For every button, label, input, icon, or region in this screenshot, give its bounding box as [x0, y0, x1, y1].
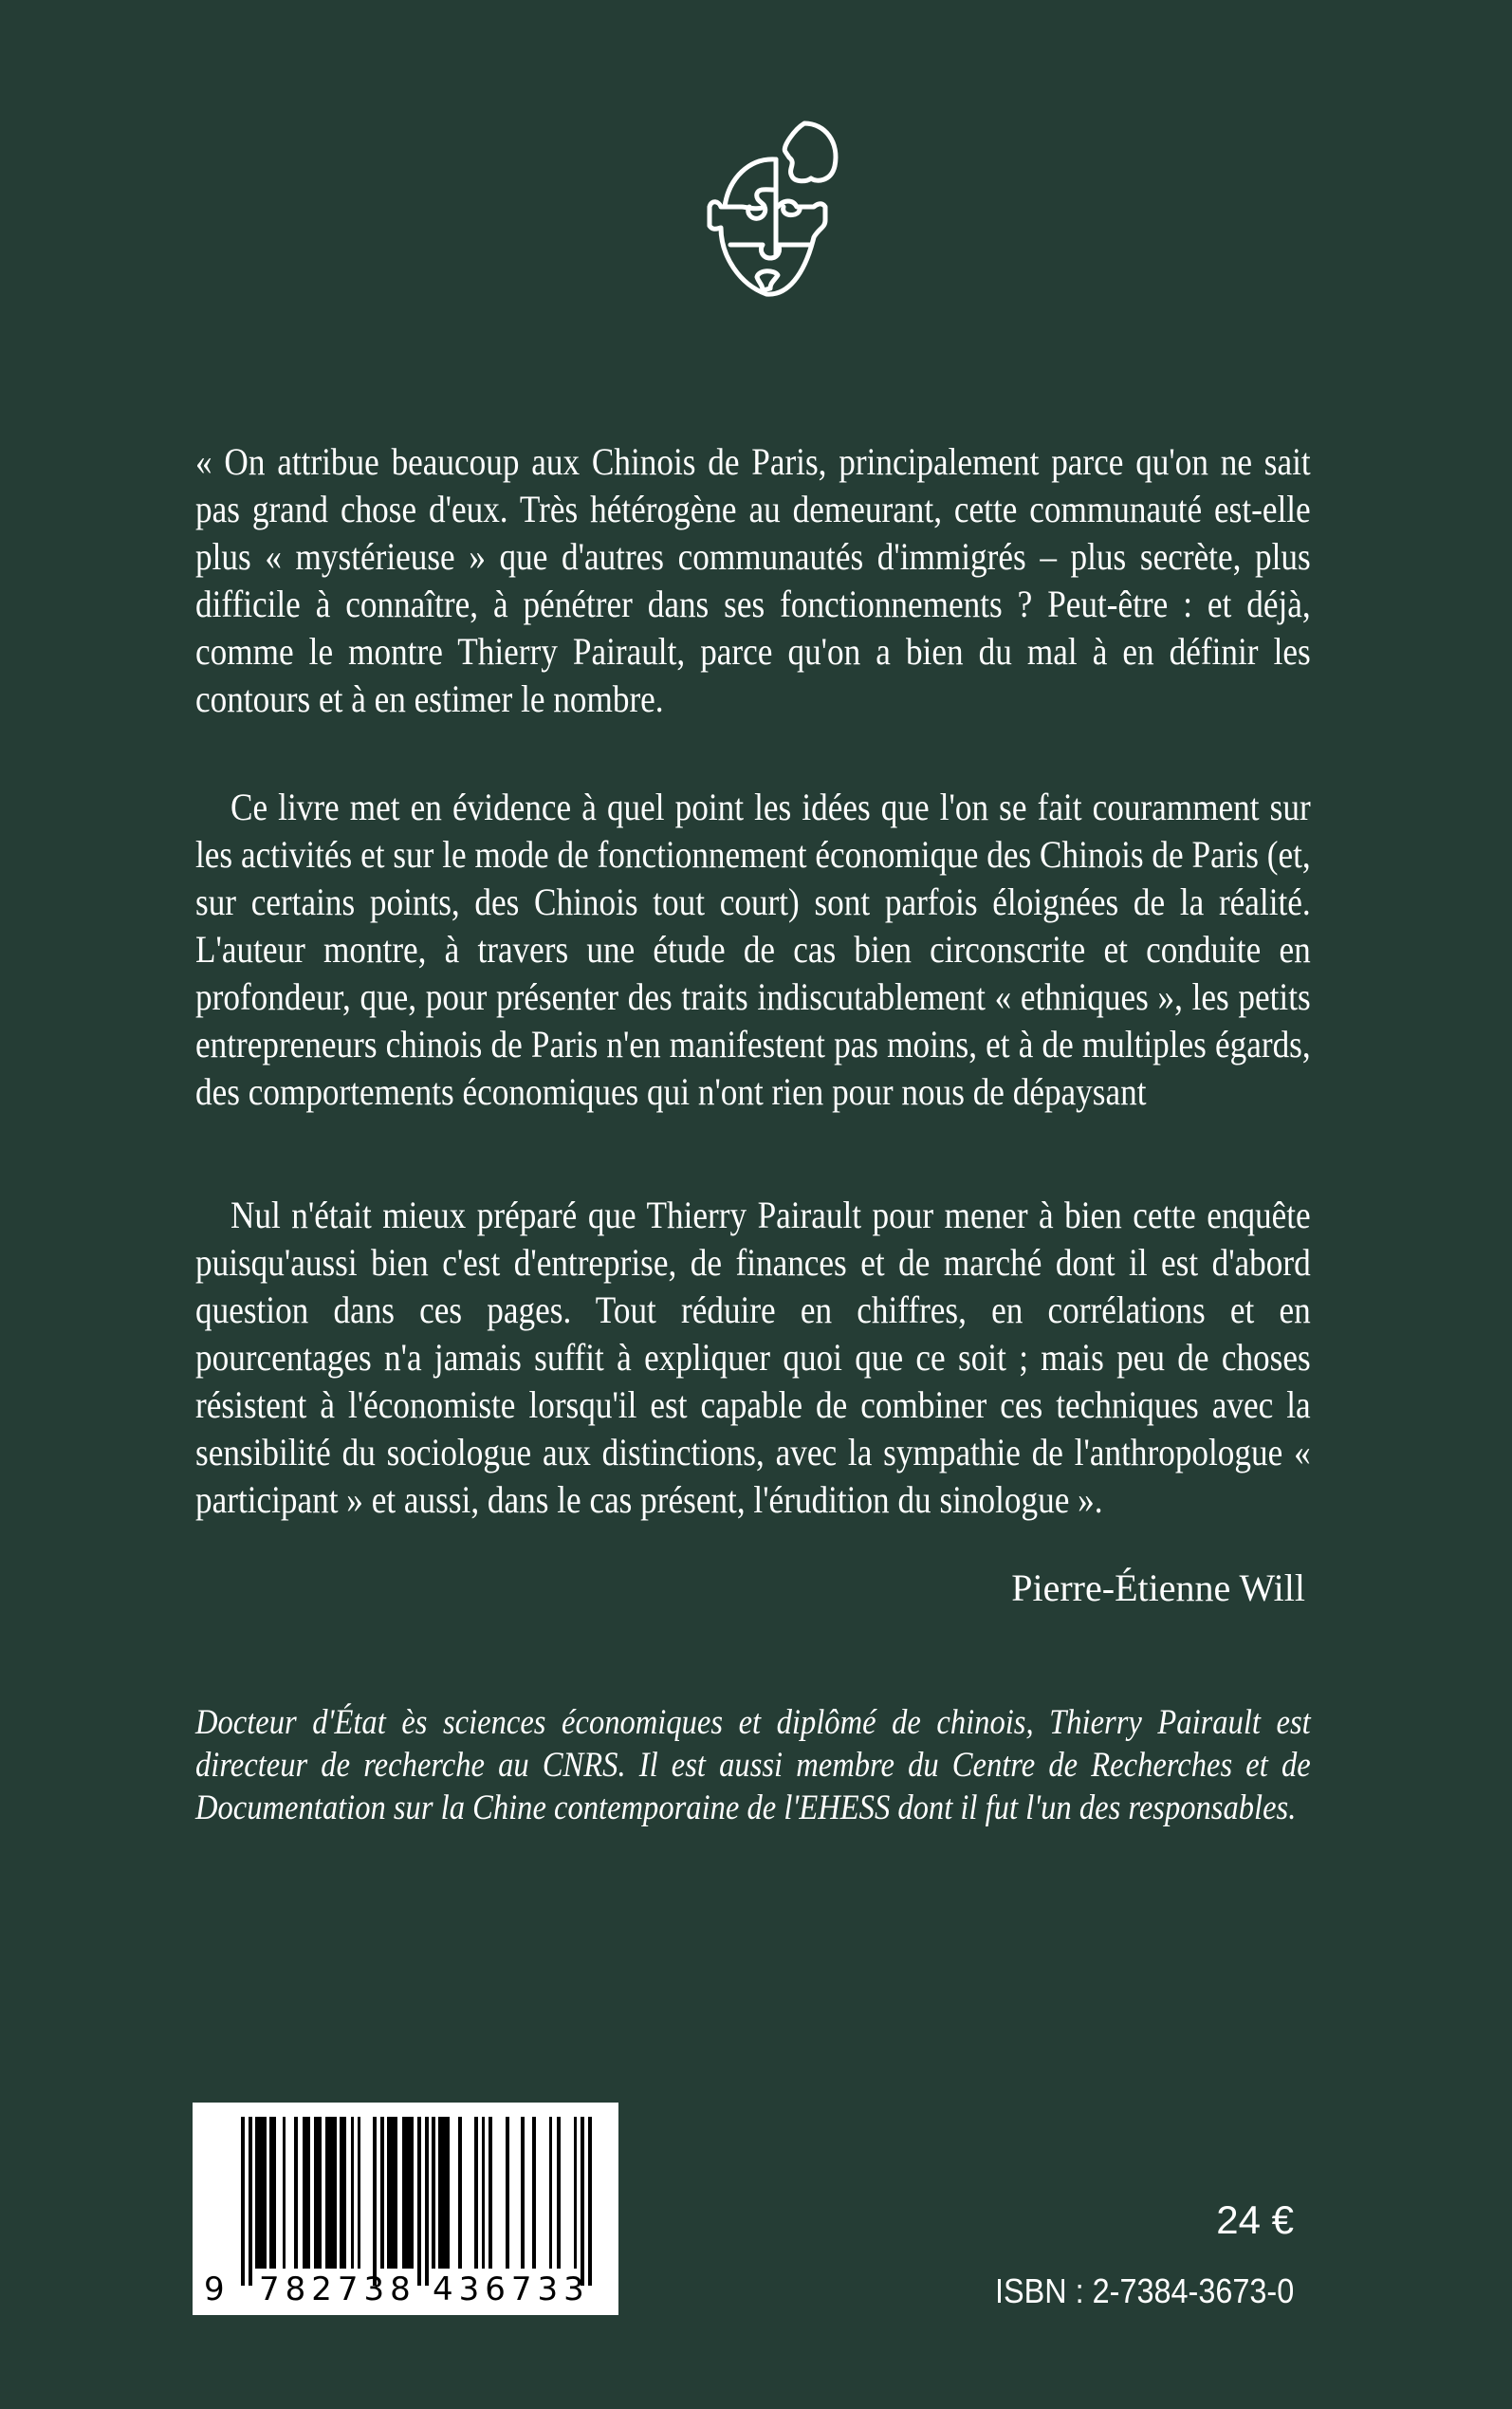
barcode-right-digits: 436733: [433, 2270, 590, 2308]
blurb-signature: Pierre-Étienne Will: [1011, 1566, 1305, 1609]
barcode-bars-icon: [193, 2103, 618, 2315]
barcode: [193, 2103, 618, 2315]
isbn: ISBN : 2-7384-3673-0: [994, 2271, 1294, 2310]
author-bio: Docteur d'État ès sciences économiques et diplômé de chinois, Thierry Pairault est directeur de recherche au CNRS. Il est aussi membre du Centre de Recherches et de Documentation sur la Chine contemporaine de l'EHESS dont il fut l'un des responsables.: [195, 1703, 1311, 1827]
blurb-paragraph-2: Ce livre met en évidence à quel point les idées que l'on se fait couramment sur les activités et sur le mode de fonctionnement économique des Chinois de Paris (et, sur certains points, des Chinois tout court) sont parfois éloignées de la réalité. L'auteur montre, à travers une étude de cas bien circonscrite et conduite en profondeur, que, pour présenter des traits indiscutablement « ethniques », les petits entrepreneurs chinois de Paris n'en manifestent pas moins, et à de multiples égards, des comportements économiques qui n'ont rien pour nous de dépaysant: [195, 786, 1311, 1113]
barcode-left-digits: 782738: [259, 2270, 416, 2308]
barcode-first-digit: 9: [204, 2270, 225, 2308]
price: 24 €: [1216, 2197, 1294, 2242]
puzzle-face-icon: [683, 95, 854, 304]
blurb-paragraph-1: « On attribue beaucoup aux Chinois de Paris, principalement parce qu'on ne sait pas grand chose d'eux. Très hétérogène au demeurant, cette communauté est-elle plus « mystérieuse » que d'autres communautés d'immigrés – plus secrète, plus difficile à connaître, à pénétrer dans ses fonctionnements ? Peut-être : et déjà, comme le montre Thierry Pairault, parce qu'on a bien du mal à en définir les contours et à en estimer le nombre.: [195, 440, 1311, 720]
blurb-paragraph-3: Nul n'était mieux préparé que Thierry Pairault pour mener à bien cette enquête puisqu'aussi bien c'est d'entreprise, de finances et de marché dont il est d'abord question dans ces pages. Tout réduire en chiffres, en corrélations et en pourcentages n'a jamais suffit à expliquer quoi que ce soit ; mais peu de choses résistent à l'économiste lorsqu'il est capable de combiner ces techniques avec la sensibilité du sociologue aux distinctions, avec la sympathie de l'anthropologue « participant » et aussi, dans le cas présent, l'érudition du sinologue ».: [195, 1194, 1311, 1521]
